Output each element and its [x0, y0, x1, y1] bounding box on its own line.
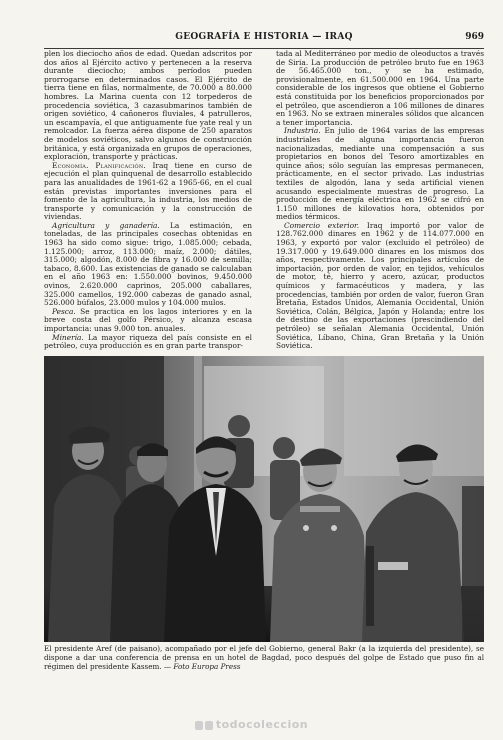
section-label-fishing: Pesca.	[52, 306, 76, 316]
paragraph-fishing	[44, 308, 252, 334]
right-column	[276, 50, 484, 351]
caption-text: El presidente Aref (de paisano), acompañado por el jefe del Gobierno, general Bakr (a la izquierda del presidente), se dispone a dar una conferencia de prensa en un hotel de Bagdad, poco después del golpe de Estado que puso fin al régimen del presidente Kassem. —	[44, 644, 484, 671]
photo-caption	[44, 645, 484, 671]
press-photo-illustration	[44, 356, 484, 642]
page-number: 969	[465, 32, 484, 42]
section-label-industry: Industria.	[284, 126, 321, 136]
paragraph-economy	[44, 162, 252, 222]
paragraph-trade	[276, 222, 484, 351]
paragraph-industry	[276, 127, 484, 222]
running-header	[44, 32, 484, 49]
paragraph-industry-text: En julio de 1964 varias de las empresas industriales de alguna importancia fueron nacionalizadas, mediante una compensación a sus propietarios en bonos del Tesoro amortizables en quince años; sólo seguían las empresas permanecen, prácticamente, en el sector privado. Las industrias textiles de algodón, lana y seda artificial vienen acusando especialmente muestras de progreso. La producción de energía eléctrica en 1962 se cifró en 1.150 millones de kilovatios hora, obtenidos por medios térmicos.	[276, 126, 484, 222]
watermark-text: todocoleccion	[215, 718, 309, 731]
photo-credit: Foto Europa Press	[173, 661, 241, 671]
paragraph-agriculture-text: La estimación, en toneladas, de las principales cosechas obtenidas en 1963 ha sido como sigue: trigo, 1.085.000; cebada, 1.125.000; arroz, 113.000; maíz, 2.000; dátiles, 315.000; algodón, 8.000 de fibra y 16.000 de semilla; tabaco, 8.600. Las existencias de ganado se calculaban en el año 1963 en: 1.550.000 bovinos, 9.450.000 ovinos, 2.620.000 caprinos, 205.000 caballares, 325.000 camellos, 192.000 cabezas de ganado asnal, 526.000 búfalos, 23.000 mulos y 104.000 mulos.	[44, 220, 252, 308]
watermark	[0, 718, 503, 732]
paragraph-economy-text: Iraq tiene en curso de ejecución el plan quinquenal de desarrollo establecido para las anualidades de 1961-62 a 1965-66, en el cual están previstas importantes inversiones para el fomento de la agricultura, la industria, los medios de transporte y comunicación y la construcción de viviendas.	[44, 160, 252, 222]
running-head: GEOGRAFÍA E HISTORIA — IRAQ	[175, 32, 353, 42]
paragraph-oil: tada al Mediterráneo por medio de oleoductos a través de Siria. La producción de petróleo bruto fue en 1963 de 56.465.000 ton., y se ha estimado, provisionalmente, en 61.500.000 en 1964. Una parte considerable de los ingresos que obtiene el Gobierno está constituida por los beneficios proporcionados por el petróleo, que ascendieron a 106 millones de dinares en 1963. No se extraen minerales sólidos que alcancen a tener importancia.	[276, 49, 484, 127]
paragraph-trade-text: Iraq importó por valor de 128.762.000 dinares en 1962 y de 114.077.000 en 1963, y exportó por valor (excluido el petróleo) de 19.317.000 y 19.649.000 dinares en los mismos dos años, respectivamente. Los principales artículos de importación, por orden de valor, en tejidos, vehículos de motor, té, hierro y acero, azúcar, productos químicos y farmacéuticos y madera, y las procedencias, también por orden de valor, fueron Gran Bretaña, Estados Unidos, Alemania Occidental, Unión Soviética, Colán, Bélgica, Japón y Holanda; entre los de destino de las exportaciones (prescindiendo del petróleo) se señalan Alemania Occidental, Unión Soviética, Líbano, China, Gran Bretaña y la Unión Soviética.	[276, 220, 484, 351]
paragraph-mining	[44, 334, 252, 351]
paragraph-agriculture	[44, 222, 252, 308]
section-label-trade: Comercio exterior.	[284, 220, 360, 230]
paragraph-fishing-text: Se practica en los lagos interiores y en la breve costa del golfo Pérsico, y alcanza escasa importancia: unas 9.000 ton. anuales.	[44, 306, 252, 333]
paragraph-mining-text: La mayor riqueza del país consiste en el petróleo, cuya producción es en gran parte transpor-	[44, 332, 252, 351]
section-label-agriculture: Agricultura y ganadería.	[52, 220, 160, 230]
section-label-economy: Economía. Planificación.	[52, 160, 146, 170]
press-photo	[44, 356, 484, 642]
paragraph-military: plen los dieciocho años de edad. Quedan adscritos por dos años al Ejército activo y pertenecen a la reserva durante dieciocho; ambos períodos pueden prorrogarse en determinados casos. El Ejército de tierra tiene en filas, normalmente, de 70.000 a 80.000 hombres. La Marina cuenta con 12 torpederos de procedencia soviética, 3 cazasubmarinos también de origen soviético, 4 cañoneros fluviales, 4 patrulleros, un escampavía, el que antiguamente fue yate real y un remolcador. La fuerza aérea dispone de 250 aparatos de modelos soviéticos, salvo algunos de construcción británica, y está organizada en grupos de operaciones, exploración, transporte y prácticas.	[44, 49, 252, 162]
left-column	[44, 50, 252, 351]
watermark-logo-icon	[195, 720, 213, 731]
section-label-mining: Minería.	[52, 332, 84, 342]
